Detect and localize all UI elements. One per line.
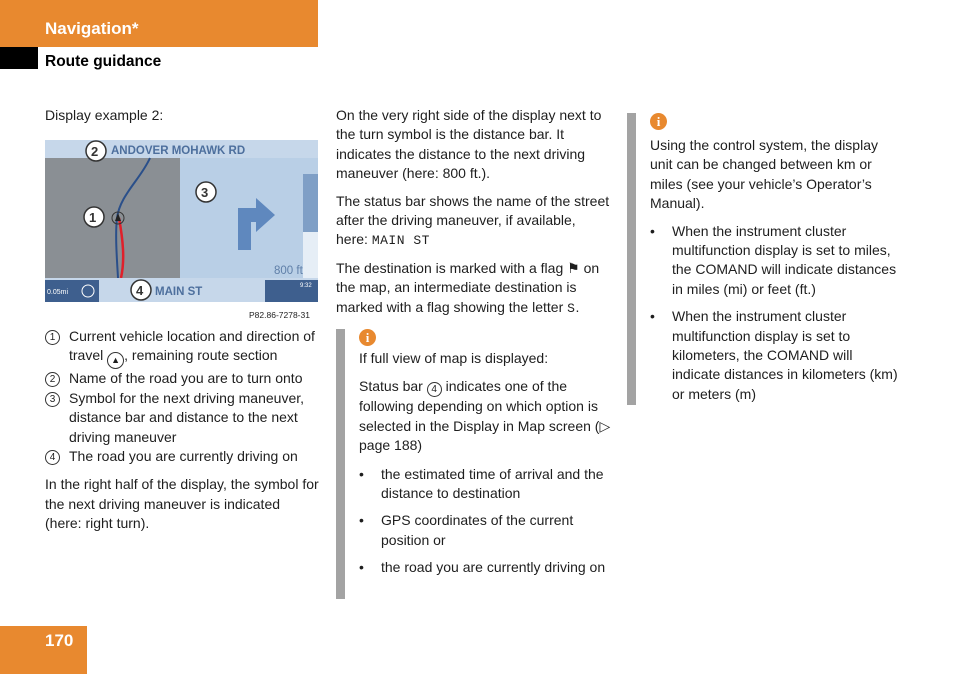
street-name-display: MAIN ST <box>371 233 430 249</box>
navigation-display-figure <box>45 140 318 302</box>
legend-text: Symbol for the next driving maneuver, distance bar and distance to the next driving maneuver <box>69 389 305 445</box>
street-bottom-label: MAIN ST <box>155 286 203 298</box>
list-item: • the estimated time of arrival and the distance to destination <box>359 465 616 504</box>
legend-item <box>45 327 320 369</box>
list-item: • the road you are currently driving on <box>359 558 616 577</box>
maneuver-paragraph: In the right half of the display, the symbol for the next driving maneuver is indicated (here: right turn). <box>45 476 319 532</box>
legend-number: 2 <box>45 372 60 387</box>
scale-label: 0.05mi <box>47 289 69 296</box>
bullet-icon: • <box>359 559 364 576</box>
subsection-title: Route guidance <box>45 53 162 70</box>
legend-number: 3 <box>45 392 60 407</box>
column-2 <box>336 106 611 318</box>
svg-text:1: 1 <box>89 210 97 225</box>
svg-text:4: 4 <box>136 283 144 298</box>
units-paragraph: Using the control system, the display unit can be changed between km or miles (see your vehicle’s Operator’s Manual). <box>650 137 878 212</box>
figure-code: P82.86-7278-31 <box>249 310 310 320</box>
destination-paragraph: The destination is marked with a flag ⚑ on the map, an intermediate destination is marked with a flag showing the letter S. <box>336 259 600 316</box>
page-number: 170 <box>45 631 74 650</box>
note-status-bar: Status bar 4 indicates one of the following depending on which option is selected in the Display in Map screen (▷ page 188) <box>359 378 611 454</box>
time-label: 9:32 <box>300 283 312 289</box>
street-top-label: ANDOVER MOHAWK RD <box>111 145 246 157</box>
callout-3 <box>196 182 216 202</box>
bullet-icon: • <box>359 465 364 482</box>
callout-1 <box>84 207 104 227</box>
page-number-box <box>0 626 87 674</box>
svg-text:3: 3 <box>201 185 209 200</box>
callout-4 <box>131 280 151 300</box>
info-icon: i <box>650 113 667 130</box>
list-item: • When the instrument cluster multifunction display is set to miles, the COMAND will indicate distances in miles (mi) or feet (ft.) <box>650 222 902 300</box>
section-title: Navigation* <box>45 19 139 38</box>
legend-number: 1 <box>45 330 60 345</box>
status-bar-paragraph: The status bar shows the name of the street after the driving maneuver, if available, here: MAIN ST <box>336 192 610 249</box>
subsection-marker <box>0 47 38 69</box>
legend-text: The road you are currently driving on <box>69 448 298 465</box>
bullet-icon: • <box>650 308 655 325</box>
bullet-icon: • <box>650 222 655 239</box>
legend-text: Current vehicle location and direction of travel <box>69 328 315 364</box>
list-item: • GPS coordinates of the current position or <box>359 511 616 550</box>
note-map-view <box>336 329 616 599</box>
checkered-flag-icon: ⚑ <box>567 259 580 276</box>
column-1 <box>45 106 320 125</box>
legend-item <box>45 447 320 466</box>
note-units <box>627 113 902 405</box>
direction-arrow-icon: ▲ <box>107 352 124 369</box>
list-item: • When the instrument cluster multifunction display is set to kilometers, the COMAND will indicate distances in kilometers (km) or meters (m) <box>650 307 902 404</box>
distance-label: 800 ft <box>274 265 303 277</box>
legend-text: Name of the road you are to turn onto <box>69 370 303 387</box>
svg-text:2: 2 <box>91 144 99 159</box>
info-icon: i <box>359 329 376 346</box>
callout-number: 4 <box>427 382 442 397</box>
legend-text: , remaining route section <box>124 347 278 364</box>
legend-item <box>45 389 320 447</box>
callout-2 <box>86 141 106 161</box>
display-example-label: Display example 2: <box>45 107 164 123</box>
bullet-icon: • <box>359 512 364 529</box>
figure-legend <box>45 327 320 534</box>
legend-number: 4 <box>45 450 60 465</box>
note-intro: If full view of map is displayed: <box>359 350 549 366</box>
intermediate-flag-letter: S <box>567 300 576 316</box>
distance-bar-paragraph: On the very right side of the display next to the turn symbol is the distance bar. It indicates the distance to the next driving maneuver (here: 800 ft.). <box>336 107 602 182</box>
legend-item <box>45 369 320 388</box>
